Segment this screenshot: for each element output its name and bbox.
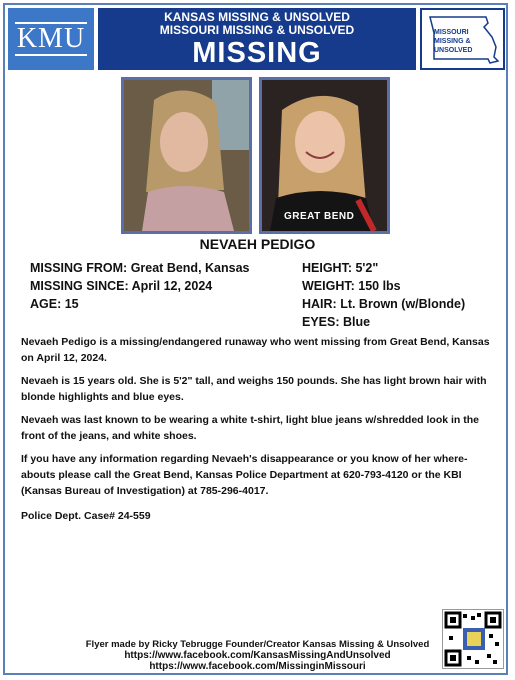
banner-line-missouri: MISSOURI MISSING & UNSOLVED <box>159 23 355 37</box>
banner-title: MISSING <box>192 37 322 69</box>
flyer-credit: Flyer made by Ricky Tebrugge Founder/Creator Kansas Missing & Unsolved <box>85 639 430 650</box>
qr-code-icon[interactable] <box>442 609 504 669</box>
eyes: EYES: Blue <box>302 315 371 329</box>
missing-person-photo-1 <box>121 77 252 234</box>
missouri-logo-line2: MISSING & <box>434 38 471 45</box>
description-paragraph: Nevaeh is 15 years old. She is 5'2" tall, and weighs 150 pounds. She has light brown hair with blonde highlights and blue eyes. <box>21 375 487 403</box>
facts-right <box>302 259 465 331</box>
clothing-paragraph: Nevaeh was last known to be wearing a white t-shirt, light blue jeans w/shredded look in the front of the jeans, and white shoes. <box>21 414 480 442</box>
missouri-logo-line1: MISSOURI <box>434 29 469 36</box>
summary-paragraph: Nevaeh Pedigo is a missing/endangered runaway who went missing from Great Bend, Kansas on April 12, 2024. <box>21 336 490 364</box>
missing-since: MISSING SINCE: April 12, 2024 <box>30 279 213 293</box>
hair: HAIR: Lt. Brown (w/Blonde) <box>302 297 466 311</box>
weight: WEIGHT: 150 lbs <box>302 279 401 293</box>
shirt-lettering: GREAT BEND <box>284 211 355 222</box>
missing-from: MISSING FROM: Great Bend, Kansas <box>30 261 250 275</box>
kmu-logo-text: KMU <box>16 23 86 54</box>
facebook-link-missouri[interactable]: https://www.facebook.com/MissinginMissouri <box>149 661 366 672</box>
missing-banner <box>98 8 416 70</box>
contact-paragraph: If you have any information regarding Nevaeh's disappearance or you know of her where-abouts please call the Great Bend, Kansas Police Department at 620-793-4120 or the KBI (Kansas Bureau of Investigation) at 785-296-4017. <box>21 453 468 497</box>
missing-person-name: NEVAEH PEDIGO <box>199 236 316 252</box>
missouri-logo <box>420 8 505 70</box>
missing-person-photo-2 <box>259 77 390 234</box>
age: AGE: 15 <box>30 297 79 311</box>
kmu-logo <box>8 8 94 70</box>
header <box>8 8 505 70</box>
height: HEIGHT: 5'2" <box>302 261 379 275</box>
banner-line-kansas: KANSAS MISSING & UNSOLVED <box>164 10 350 24</box>
facebook-link-kansas[interactable]: https://www.facebook.com/KansasMissingAndUnsolved <box>124 650 391 661</box>
case-number: Police Dept. Case# 24-559 <box>21 510 151 522</box>
missouri-logo-line3: UNSOLVED <box>434 47 473 54</box>
facts-left <box>30 259 249 313</box>
